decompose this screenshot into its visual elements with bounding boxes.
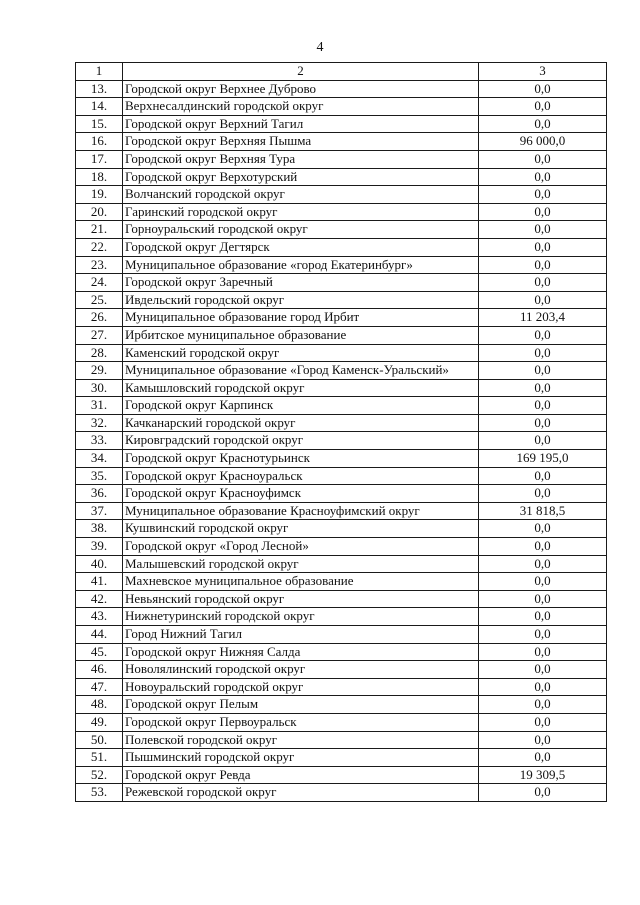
- municipality-name: Муниципальное образование «Город Каменск-Уральский»: [123, 362, 479, 380]
- allocation-table: [75, 62, 607, 802]
- table-row: [76, 573, 607, 591]
- row-value: 0,0: [479, 397, 607, 415]
- row-value: 0,0: [479, 696, 607, 714]
- row-number: 24.: [76, 274, 123, 292]
- table-row: [76, 379, 607, 397]
- row-value: 0,0: [479, 238, 607, 256]
- row-value: 0,0: [479, 590, 607, 608]
- table-row: [76, 467, 607, 485]
- table-row: [76, 555, 607, 573]
- municipality-name: Новолялинский городской округ: [123, 661, 479, 679]
- municipality-name: Полевской городской округ: [123, 731, 479, 749]
- row-value: 0,0: [479, 186, 607, 204]
- municipality-name: Городской округ «Город Лесной»: [123, 538, 479, 556]
- row-value: 0,0: [479, 608, 607, 626]
- table-row: [76, 238, 607, 256]
- row-number: 27.: [76, 326, 123, 344]
- row-value: 0,0: [479, 485, 607, 503]
- header-col-2: 2: [123, 63, 479, 81]
- table-row: [76, 326, 607, 344]
- table-row: [76, 397, 607, 415]
- table-row: [76, 98, 607, 116]
- table-row: [76, 749, 607, 767]
- table-row: [76, 274, 607, 292]
- row-value: 0,0: [479, 414, 607, 432]
- municipality-name: Городской округ Верхнее Дуброво: [123, 80, 479, 98]
- row-value: 0,0: [479, 626, 607, 644]
- row-number: 50.: [76, 731, 123, 749]
- table-row: [76, 133, 607, 151]
- row-value: 0,0: [479, 432, 607, 450]
- table-row: [76, 115, 607, 133]
- municipality-name: Верхнесалдинский городской округ: [123, 98, 479, 116]
- municipality-name: Малышевский городской округ: [123, 555, 479, 573]
- municipality-name: Городской округ Верхняя Тура: [123, 150, 479, 168]
- municipality-name: Городской округ Заречный: [123, 274, 479, 292]
- row-value: 0,0: [479, 150, 607, 168]
- table-row: [76, 766, 607, 784]
- row-value: 0,0: [479, 661, 607, 679]
- municipality-name: Горноуральский городской округ: [123, 221, 479, 239]
- row-number: 32.: [76, 414, 123, 432]
- row-number: 29.: [76, 362, 123, 380]
- municipality-name: Каменский городской округ: [123, 344, 479, 362]
- row-value: 96 000,0: [479, 133, 607, 151]
- row-number: 22.: [76, 238, 123, 256]
- table-row: [76, 661, 607, 679]
- row-value: 0,0: [479, 713, 607, 731]
- row-number: 23.: [76, 256, 123, 274]
- table-row: [76, 450, 607, 468]
- row-value: 0,0: [479, 643, 607, 661]
- row-value: 0,0: [479, 467, 607, 485]
- table-row: [76, 731, 607, 749]
- municipality-name: Городской округ Краснотурьинск: [123, 450, 479, 468]
- municipality-name: Пышминский городской округ: [123, 749, 479, 767]
- row-number: 16.: [76, 133, 123, 151]
- row-number: 20.: [76, 203, 123, 221]
- row-value: 0,0: [479, 80, 607, 98]
- table-row: [76, 713, 607, 731]
- table-row: [76, 696, 607, 714]
- table-row: [76, 626, 607, 644]
- row-value: 19 309,5: [479, 766, 607, 784]
- row-value: 0,0: [479, 221, 607, 239]
- row-number: 19.: [76, 186, 123, 204]
- municipality-name: Ивдельский городской округ: [123, 291, 479, 309]
- row-value: 0,0: [479, 573, 607, 591]
- municipality-name: Камышловский городской округ: [123, 379, 479, 397]
- table-row: [76, 344, 607, 362]
- header-col-1: 1: [76, 63, 123, 81]
- municipality-name: Волчанский городской округ: [123, 186, 479, 204]
- row-number: 31.: [76, 397, 123, 415]
- row-value: 169 195,0: [479, 450, 607, 468]
- row-number: 15.: [76, 115, 123, 133]
- table-row: [76, 432, 607, 450]
- row-value: 0,0: [479, 731, 607, 749]
- table-row: [76, 256, 607, 274]
- table-row: [76, 221, 607, 239]
- municipality-name: Городской округ Верхотурский: [123, 168, 479, 186]
- row-number: 44.: [76, 626, 123, 644]
- municipality-name: Городской округ Красноуфимск: [123, 485, 479, 503]
- row-number: 47.: [76, 678, 123, 696]
- municipality-name: Городской округ Красноуральск: [123, 467, 479, 485]
- row-value: 0,0: [479, 784, 607, 802]
- municipality-name: Муниципальное образование город Ирбит: [123, 309, 479, 327]
- table-row: [76, 203, 607, 221]
- row-value: 0,0: [479, 98, 607, 116]
- row-number: 46.: [76, 661, 123, 679]
- table-row: [76, 502, 607, 520]
- row-value: 0,0: [479, 326, 607, 344]
- row-number: 36.: [76, 485, 123, 503]
- table-row: [76, 150, 607, 168]
- row-value: 11 203,4: [479, 309, 607, 327]
- row-number: 33.: [76, 432, 123, 450]
- row-value: 0,0: [479, 168, 607, 186]
- table-row: [76, 291, 607, 309]
- municipality-name: Качканарский городской округ: [123, 414, 479, 432]
- row-number: 52.: [76, 766, 123, 784]
- table-row: [76, 520, 607, 538]
- municipality-name: Городской округ Первоуральск: [123, 713, 479, 731]
- row-value: 0,0: [479, 256, 607, 274]
- row-value: 0,0: [479, 520, 607, 538]
- row-number: 45.: [76, 643, 123, 661]
- row-number: 38.: [76, 520, 123, 538]
- row-number: 51.: [76, 749, 123, 767]
- row-number: 53.: [76, 784, 123, 802]
- page-number: 4: [316, 40, 324, 55]
- municipality-name: Городской округ Ревда: [123, 766, 479, 784]
- row-number: 42.: [76, 590, 123, 608]
- municipality-name: Кушвинский городской округ: [123, 520, 479, 538]
- municipality-name: Городской округ Пелым: [123, 696, 479, 714]
- table-row: [76, 643, 607, 661]
- municipality-name: Городской округ Карпинск: [123, 397, 479, 415]
- row-number: 48.: [76, 696, 123, 714]
- municipality-name: Гаринский городской округ: [123, 203, 479, 221]
- municipality-name: Муниципальное образование «город Екатеринбург»: [123, 256, 479, 274]
- municipality-name: Ирбитское муниципальное образование: [123, 326, 479, 344]
- municipality-name: Кировградский городской округ: [123, 432, 479, 450]
- row-number: 17.: [76, 150, 123, 168]
- row-value: 31 818,5: [479, 502, 607, 520]
- row-number: 43.: [76, 608, 123, 626]
- table-row: [76, 414, 607, 432]
- row-value: 0,0: [479, 291, 607, 309]
- header-col-3: 3: [479, 63, 607, 81]
- municipality-name: Городской округ Верхняя Пышма: [123, 133, 479, 151]
- row-value: 0,0: [479, 379, 607, 397]
- row-value: 0,0: [479, 344, 607, 362]
- row-number: 35.: [76, 467, 123, 485]
- table-row: [76, 309, 607, 327]
- row-value: 0,0: [479, 555, 607, 573]
- row-number: 49.: [76, 713, 123, 731]
- row-value: 0,0: [479, 749, 607, 767]
- row-value: 0,0: [479, 274, 607, 292]
- row-value: 0,0: [479, 362, 607, 380]
- municipality-name: Городской округ Дегтярск: [123, 238, 479, 256]
- table-row: [76, 590, 607, 608]
- table-header-row: [76, 63, 607, 81]
- municipality-name: Режевской городской округ: [123, 784, 479, 802]
- row-value: 0,0: [479, 538, 607, 556]
- municipality-name: Махневское муниципальное образование: [123, 573, 479, 591]
- row-value: 0,0: [479, 678, 607, 696]
- row-number: 13.: [76, 80, 123, 98]
- table-row: [76, 678, 607, 696]
- row-number: 39.: [76, 538, 123, 556]
- row-number: 14.: [76, 98, 123, 116]
- table-row: [76, 362, 607, 380]
- row-number: 25.: [76, 291, 123, 309]
- table-row: [76, 186, 607, 204]
- table-row: [76, 168, 607, 186]
- table-row: [76, 80, 607, 98]
- row-number: 34.: [76, 450, 123, 468]
- row-number: 18.: [76, 168, 123, 186]
- row-number: 30.: [76, 379, 123, 397]
- row-value: 0,0: [479, 115, 607, 133]
- row-number: 41.: [76, 573, 123, 591]
- row-number: 21.: [76, 221, 123, 239]
- table-row: [76, 608, 607, 626]
- row-number: 37.: [76, 502, 123, 520]
- municipality-name: Муниципальное образование Красноуфимский округ: [123, 502, 479, 520]
- row-number: 28.: [76, 344, 123, 362]
- row-number: 26.: [76, 309, 123, 327]
- table-row: [76, 485, 607, 503]
- municipality-name: Город Нижний Тагил: [123, 626, 479, 644]
- row-number: 40.: [76, 555, 123, 573]
- table-row: [76, 784, 607, 802]
- municipality-name: Невьянский городской округ: [123, 590, 479, 608]
- municipality-name: Новоуральский городской округ: [123, 678, 479, 696]
- municipality-name: Городской округ Верхний Тагил: [123, 115, 479, 133]
- row-value: 0,0: [479, 203, 607, 221]
- municipality-name: Городской округ Нижняя Салда: [123, 643, 479, 661]
- table-row: [76, 538, 607, 556]
- municipality-name: Нижнетуринский городской округ: [123, 608, 479, 626]
